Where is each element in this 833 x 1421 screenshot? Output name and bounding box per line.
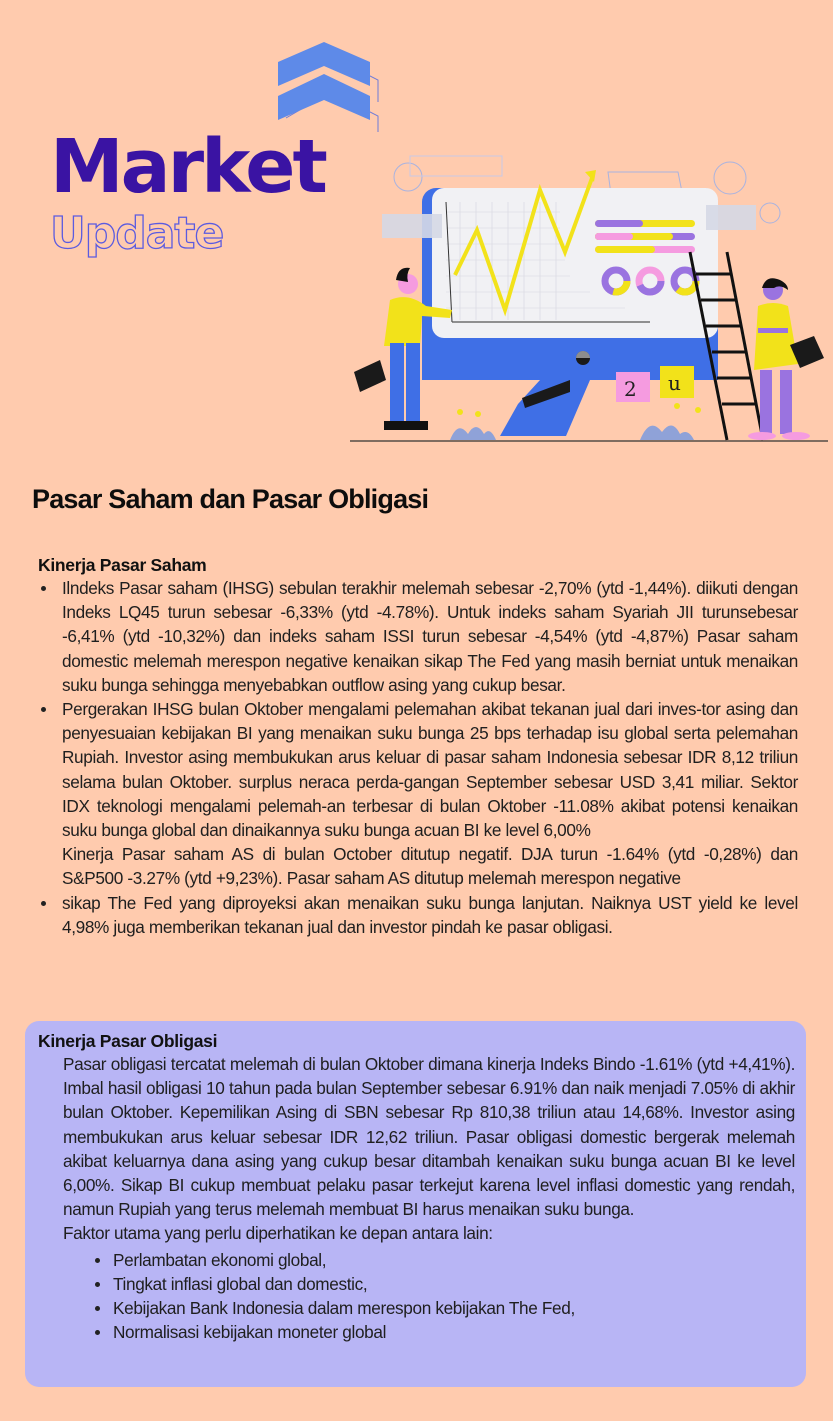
bond-market-paragraph: Pasar obligasi tercatat melemah di bulan Oktober dimana kinerja Indeks Bindo -1.61% (ytd +4,41%). Imbal hasil obligasi 10 tahun pada bulan September sebesar 6.91% dan naik menjadi 7.05% di akhir bulan Oktober. Kepemilikan Asing di SBN sebesar Rp 810,38 triliun atau 14,68%. Investor asing membukukan arus keluar sebesar IDR 12,62 triliun. Pasar obligasi domestic bergerak melemah akibat keluarnya dana asing yang cukup besar ditambah kenaikan suku bunga acuan BI ke level 6,00%. Sikap BI cukup membuat pelaku pasar terkejut karena level inflasi domestic yang rendah, namun Rupiah yang terus melemah membuat BI harus menaikan suku bunga. — [63, 1054, 795, 1220]
list-item: sikap The Fed yang diproyeksi akan menaikan suku bunga lanjutan. Naiknya UST yield ke level 4,98% juga memberikan tekanan jual dan investor pindah ke pasar obligasi. — [62, 891, 798, 939]
title-update: Update — [50, 208, 224, 259]
us-market-paragraph: Kinerja Pasar saham AS di bulan October ditutup negatif. DJA turun -1.64% (ytd -0,28%) dan S&P500 -3.27% (ytd +9,23%). Pasar saham AS ditutup melemah merespon negative — [62, 844, 798, 889]
title-market: Market — [50, 124, 325, 210]
bond-market-card — [25, 1021, 806, 1387]
svg-text:u: u — [668, 371, 681, 395]
factors-list — [38, 1248, 795, 1345]
bond-market-content — [38, 1030, 795, 1344]
bond-market-body — [38, 1052, 795, 1246]
bullet-icon — [95, 1258, 100, 1263]
monitor-chart-illustration — [340, 140, 833, 450]
bond-market-heading: Kinerja Pasar Obligasi — [38, 1031, 218, 1051]
svg-text:2: 2 — [624, 377, 637, 401]
stock-market-section — [38, 554, 798, 939]
bullet-icon — [41, 901, 46, 906]
list-item: Tingkat inflasi global dan domestic, — [113, 1272, 795, 1296]
stock-market-bullets-2 — [38, 891, 798, 939]
stock-market-bullets — [38, 576, 798, 842]
stock-market-heading: Kinerja Pasar Saham — [38, 555, 207, 575]
list-item: Perlambatan ekonomi global, — [113, 1248, 795, 1272]
bullet-icon — [95, 1330, 100, 1335]
factors-intro: Faktor utama yang perlu diperhatikan ke depan antara lain: — [63, 1223, 493, 1244]
bullet-icon — [41, 586, 46, 591]
section-title: Pasar Saham dan Pasar Obligasi — [32, 484, 429, 514]
bullet-icon — [95, 1306, 100, 1311]
list-item: Normalisasi kebijakan moneter global — [113, 1320, 795, 1344]
bullet-icon — [95, 1282, 100, 1287]
list-item: Kebijakan Bank Indonesia dalam merespon kebijakan The Fed, — [113, 1296, 795, 1320]
hero-banner — [0, 0, 833, 450]
chevron-up-icon — [276, 40, 380, 132]
list-item: Ilndeks Pasar saham (IHSG) sebulan terakhir melemah sebesar -2,70% (ytd -1,44%). diikuti dengan Indeks LQ45 turun sebesar -6,33% (ytd -4.78%). Untuk indeks saham Syariah JII turunsebesar -6,41% (ytd -10,32%) dan indeks saham ISSI turun sebesar -4,54% (ytd -4,87%) Pasar saham domestic melemah merespon negative kenaikan sikap The Fed yang masih berniat untuk menaikan suku bunga sehingga menyebabkan outflow asing yang cukup besar. — [62, 576, 798, 697]
list-item: Pergerakan IHSG bulan Oktober mengalami pelemahan akibat tekanan jual dari inves-tor asing dan penyesuaian kebijakan BI yang menaikan suku bunga 25 bps terhadap isu global serta pelemahan Rupiah. Investor asing membukukan arus keluar di pasar saham Indonesia sebesar IDR 8,12 triliun selama bulan Oktober. surplus neraca perda-gangan September sebesar USD 3,41 miliar. Sektor IDX teknologi mengalami pelemah-an terbesar di bulan Oktober -11.08% akibat potensi kenaikan suku bunga global dan dinaikannya suku bunga acuan BI ke level 6,00% — [62, 697, 798, 842]
bullet-icon — [41, 707, 46, 712]
